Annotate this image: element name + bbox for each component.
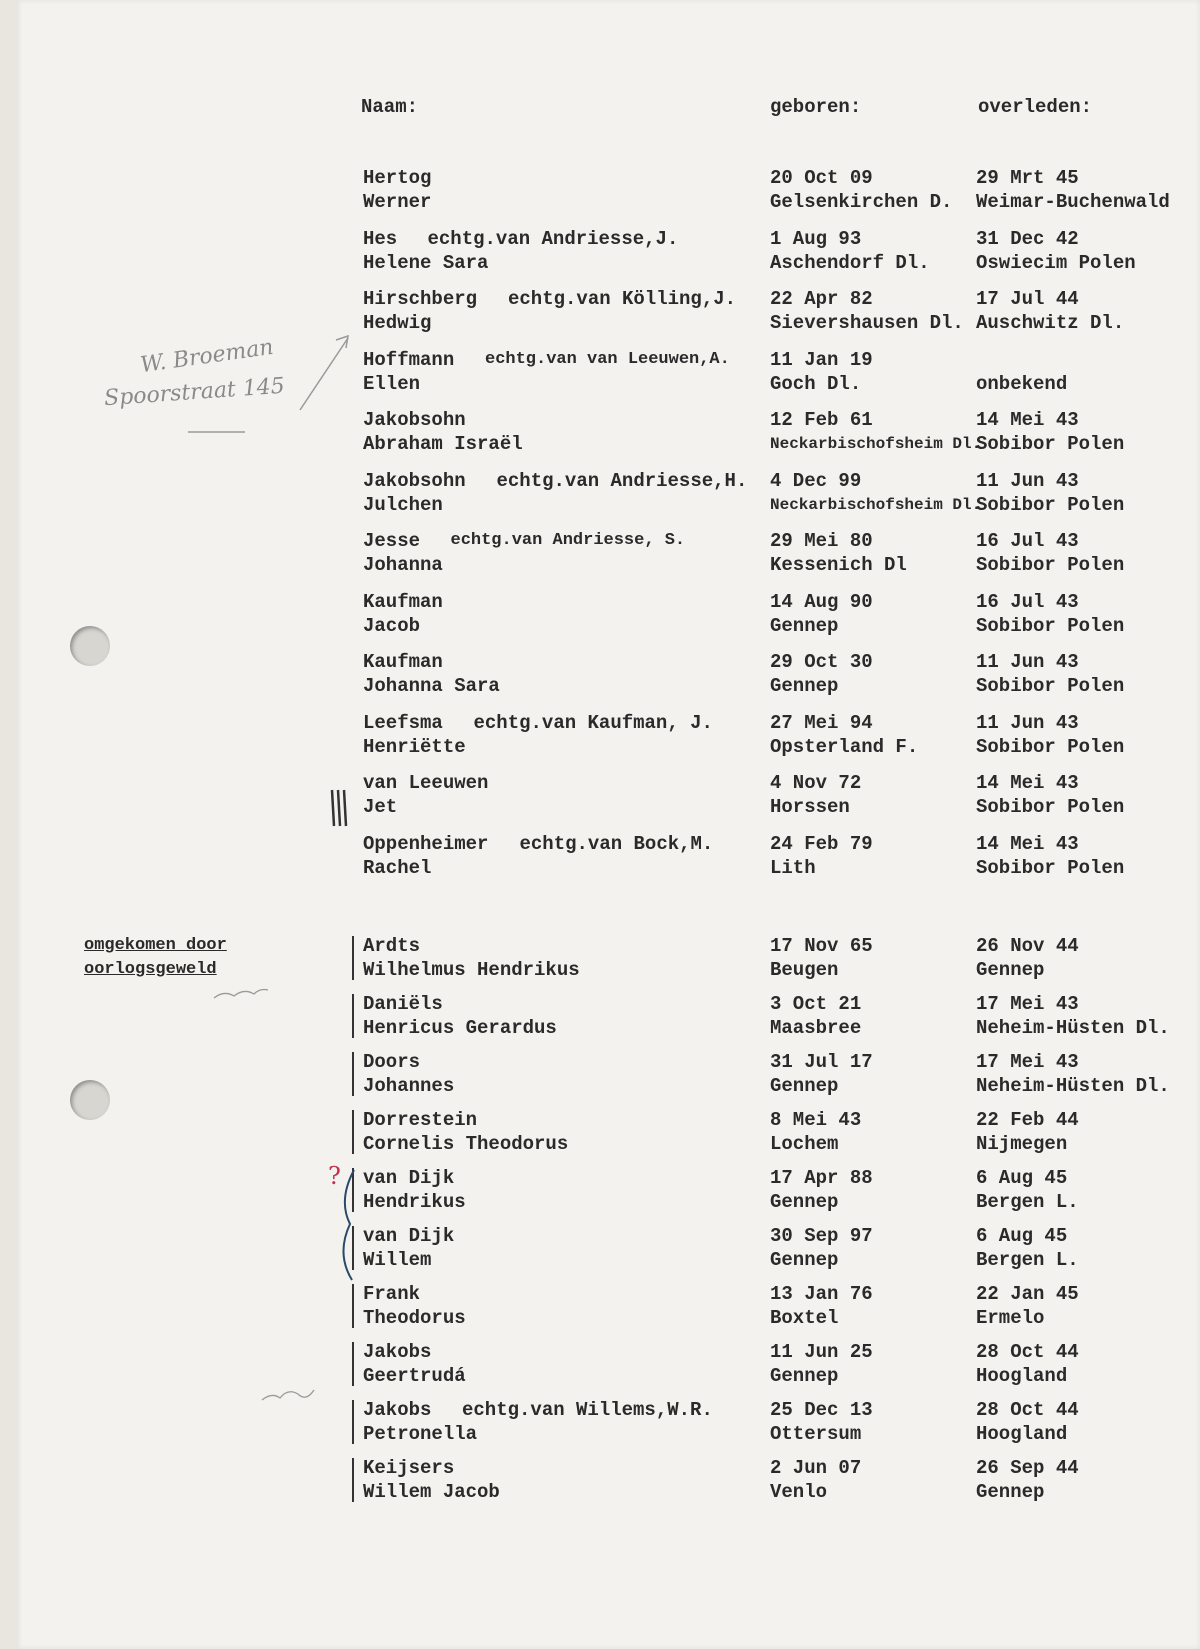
person-given-names: Hedwig: [363, 312, 432, 334]
header-overleden: overleden:: [978, 96, 1093, 118]
death-place: Hoogland: [976, 1365, 1068, 1387]
person-given-names: Theodorus: [363, 1307, 466, 1329]
person-surname: van Dijk: [363, 1225, 455, 1247]
birth-date: 4 Nov 72: [770, 772, 862, 794]
death-place: Bergen L.: [976, 1249, 1079, 1271]
death-date: 16 Jul 43: [976, 530, 1079, 552]
death-date: 14 Mei 43: [976, 409, 1079, 431]
death-date: 11 Jun 43: [976, 711, 1079, 734]
birth-place: Opsterland F.: [770, 735, 919, 758]
person-surname: Hoffmann: [363, 348, 455, 371]
person-given-names: Rachel: [363, 856, 432, 879]
person-given-names: Petronella: [363, 1423, 478, 1445]
death-date: 26 Nov 44: [976, 935, 1079, 957]
death-place: Bergen L.: [976, 1191, 1079, 1213]
birth-date: 27 Mei 94: [770, 711, 873, 734]
birth-place: Sievershausen Dl.: [770, 312, 964, 334]
death-date: 11 Jun 43: [976, 651, 1079, 673]
birth-place: Gennep: [770, 1249, 839, 1271]
person-given-names: Abraham Israël: [363, 433, 523, 455]
death-place: Auschwitz Dl.: [976, 312, 1125, 334]
birth-date: 29 Oct 30: [770, 651, 873, 673]
person-surname: van Leeuwen: [363, 772, 489, 794]
person-surname: Jakobs: [363, 1341, 432, 1363]
death-place: Sobibor Polen: [976, 735, 1125, 758]
birth-place: Maasbree: [770, 1017, 862, 1039]
person-given-names: Jet: [363, 796, 398, 818]
birth-place: Ottersum: [770, 1423, 862, 1445]
spouse-note: echtg.van van Leeuwen,A.: [485, 349, 730, 369]
birth-date: 11 Jan 19: [770, 348, 873, 371]
person-given-names: Ellen: [363, 372, 421, 395]
birth-date: 17 Nov 65: [770, 935, 873, 957]
death-date: 14 Mei 43: [976, 832, 1079, 855]
birth-date: 13 Jan 76: [770, 1283, 873, 1305]
person-given-names: Werner: [363, 191, 432, 213]
person-given-names: Johanna: [363, 554, 443, 576]
spouse-note: echtg.van Kölling,J.: [508, 288, 737, 310]
person-given-names: Julchen: [363, 493, 443, 516]
person-given-names: Cornelis Theodorus: [363, 1133, 569, 1155]
person-surname: Jakobsohn: [363, 409, 466, 431]
person-given-names: Johanna Sara: [363, 675, 500, 697]
person-surname: Hertog: [363, 167, 432, 189]
birth-date: 17 Apr 88: [770, 1167, 873, 1189]
birth-place: Boxtel: [770, 1307, 839, 1329]
death-date: 22 Feb 44: [976, 1109, 1079, 1131]
death-place: Sobibor Polen: [976, 493, 1125, 516]
death-place: Sobibor Polen: [976, 856, 1125, 879]
death-date: 16 Jul 43: [976, 590, 1079, 613]
birth-place: Aschendorf Dl.: [770, 251, 930, 274]
birth-place: Venlo: [770, 1481, 828, 1503]
birth-date: 31 Jul 17: [770, 1051, 873, 1073]
birth-place: Gennep: [770, 675, 839, 697]
death-date: 31 Dec 42: [976, 227, 1079, 250]
person-surname: Jakobs: [363, 1399, 432, 1421]
death-place: Sobibor Polen: [976, 433, 1125, 455]
person-surname: Frank: [363, 1283, 421, 1305]
person-surname: Kaufman: [363, 590, 443, 613]
birth-place: Neckarbischofsheim Dl.: [770, 435, 982, 453]
death-place: Neheim-Hüsten Dl.: [976, 1075, 1170, 1097]
death-place: Gennep: [976, 1481, 1045, 1503]
birth-date: 4 Dec 99: [770, 469, 862, 492]
person-surname: Dorrestein: [363, 1109, 478, 1131]
person-surname: Keijsers: [363, 1457, 455, 1479]
birth-place: Beugen: [770, 959, 839, 981]
person-surname: Jakobsohn: [363, 469, 466, 492]
birth-place: Lochem: [770, 1133, 839, 1155]
death-date: 17 Mei 43: [976, 1051, 1079, 1073]
person-given-names: Hendrikus: [363, 1191, 466, 1213]
pencil-note-address: Spoorstraat 145: [103, 373, 286, 412]
birth-date: 1 Aug 93: [770, 227, 862, 250]
birth-date: 29 Mei 80: [770, 530, 873, 552]
pencil-arrow-line: [300, 338, 348, 410]
birth-place: Gennep: [770, 614, 839, 637]
birth-date: 22 Apr 82: [770, 288, 873, 310]
person-surname: Kaufman: [363, 651, 443, 673]
person-surname: Oppenheimer: [363, 832, 489, 855]
birth-place: Gelsenkirchen D.: [770, 191, 953, 213]
birth-place: Lith: [770, 856, 816, 879]
person-given-names: Henricus Gerardus: [363, 1017, 557, 1039]
birth-date: 2 Jun 07: [770, 1457, 862, 1479]
person-surname: Doors: [363, 1051, 421, 1073]
spouse-note: echtg.van Willems,W.R.: [462, 1399, 713, 1421]
spouse-note: echtg.van Andriesse,H.: [496, 469, 748, 492]
death-date: 28 Oct 44: [976, 1399, 1079, 1421]
birth-date: 3 Oct 21: [770, 993, 862, 1015]
person-given-names: Willem Jacob: [363, 1481, 500, 1503]
birth-date: 30 Sep 97: [770, 1225, 873, 1247]
pencil-scribble: [262, 1390, 314, 1400]
birth-date: 8 Mei 43: [770, 1109, 862, 1131]
birth-place: Goch Dl.: [770, 372, 862, 395]
birth-place: Kessenich Dl: [770, 554, 907, 576]
birth-date: 12 Feb 61: [770, 409, 873, 431]
death-date: 17 Mei 43: [976, 993, 1079, 1015]
person-given-names: Willem: [363, 1249, 432, 1271]
spouse-note: echtg.van Andriesse,J.: [427, 227, 679, 250]
section-label-line1: omgekomen door: [84, 936, 227, 955]
death-date: 11 Jun 43: [976, 469, 1079, 492]
person-surname: Hes: [363, 227, 398, 250]
death-date: 26 Sep 44: [976, 1457, 1079, 1479]
pencil-tally-mark: [332, 790, 346, 826]
person-given-names: Geertrudá: [363, 1365, 466, 1387]
header-naam: Naam:: [361, 96, 419, 118]
death-date: 14 Mei 43: [976, 772, 1079, 794]
death-place: Oswiecim Polen: [976, 251, 1136, 274]
death-date: 17 Jul 44: [976, 288, 1079, 310]
death-place: onbekend: [976, 372, 1068, 395]
death-place: Neheim-Hüsten Dl.: [976, 1017, 1170, 1039]
death-date: 6 Aug 45: [976, 1167, 1068, 1189]
death-place: Nijmegen: [976, 1133, 1068, 1155]
death-place: Hoogland: [976, 1423, 1068, 1445]
death-place: Weimar-Buchenwald: [976, 191, 1170, 213]
death-place: Sobibor Polen: [976, 614, 1125, 637]
person-surname: Ardts: [363, 935, 421, 957]
death-date: 22 Jan 45: [976, 1283, 1079, 1305]
death-date: 29 Mrt 45: [976, 167, 1079, 189]
spouse-note: echtg.van Andriesse, S.: [450, 531, 686, 550]
person-surname: Hirschberg: [363, 288, 478, 310]
death-place: Sobibor Polen: [976, 554, 1125, 576]
person-surname: Daniëls: [363, 993, 443, 1015]
person-given-names: Jacob: [363, 614, 421, 637]
blue-brace: [343, 1170, 354, 1280]
red-question-mark: ?: [328, 1162, 341, 1190]
spouse-note: echtg.van Bock,M.: [519, 832, 714, 855]
birth-date: 14 Aug 90: [770, 590, 873, 613]
death-place: Ermelo: [976, 1307, 1045, 1329]
birth-date: 25 Dec 13: [770, 1399, 873, 1421]
death-date: 28 Oct 44: [976, 1341, 1079, 1363]
header-geboren: geboren:: [770, 96, 862, 118]
birth-place: Gennep: [770, 1365, 839, 1387]
death-place: Sobibor Polen: [976, 675, 1125, 697]
birth-date: 20 Oct 09: [770, 167, 873, 189]
death-date: 6 Aug 45: [976, 1225, 1068, 1247]
birth-date: 11 Jun 25: [770, 1341, 873, 1363]
person-surname: Jesse: [363, 530, 421, 552]
death-place: Sobibor Polen: [976, 796, 1125, 818]
person-given-names: Johannes: [363, 1075, 455, 1097]
death-place: Gennep: [976, 959, 1045, 981]
birth-place: Gennep: [770, 1191, 839, 1213]
person-given-names: Helene Sara: [363, 251, 489, 274]
birth-place: Horssen: [770, 796, 850, 818]
person-given-names: Henriëtte: [363, 735, 466, 758]
pencil-squiggle: [214, 990, 268, 999]
birth-date: 24 Feb 79: [770, 832, 873, 855]
birth-place: Neckarbischofsheim Dl.: [770, 495, 982, 514]
person-surname: van Dijk: [363, 1167, 455, 1189]
section-label-line2: oorlogsgeweld: [84, 960, 217, 979]
spouse-note: echtg.van Kaufman, J.: [473, 711, 713, 734]
person-given-names: Wilhelmus Hendrikus: [363, 959, 580, 981]
person-surname: Leefsma: [363, 711, 443, 734]
birth-place: Gennep: [770, 1075, 839, 1097]
pencil-note-name: W. Broeman: [138, 334, 275, 379]
